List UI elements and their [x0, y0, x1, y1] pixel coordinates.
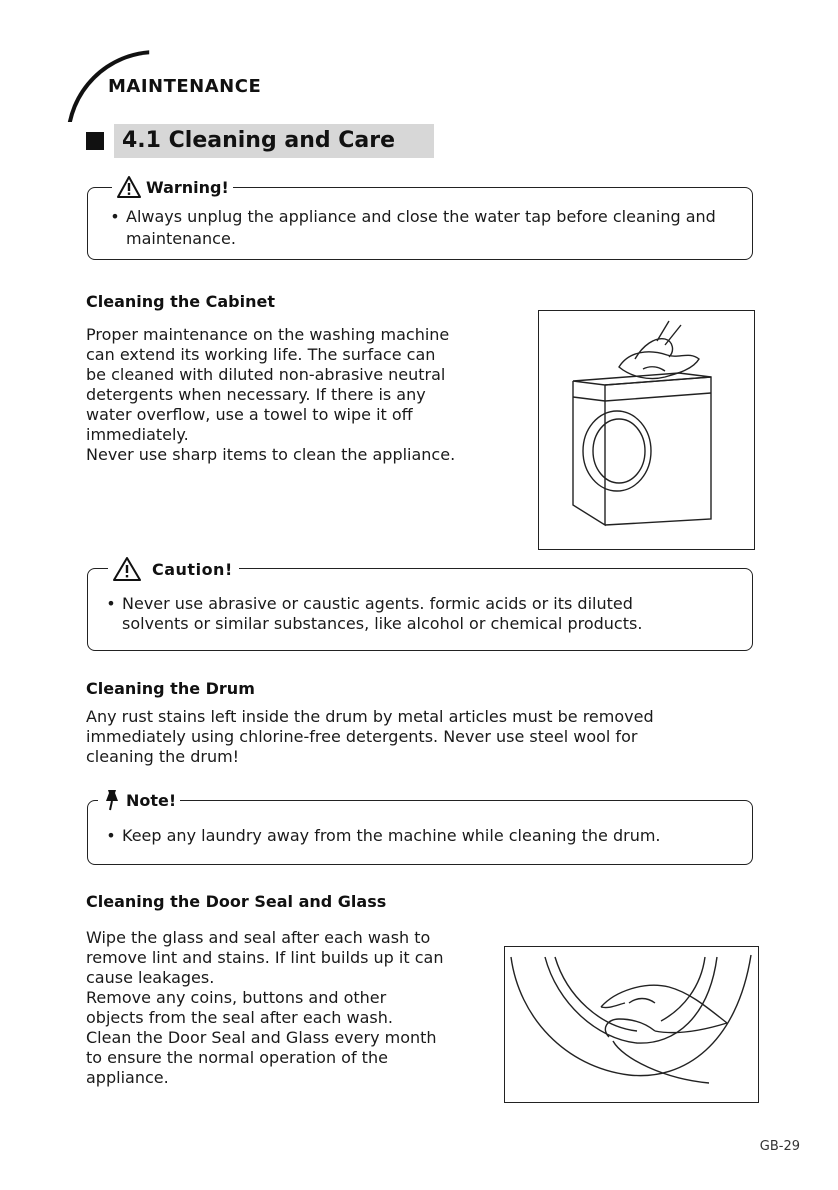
note-header [98, 788, 180, 812]
caution-triangle-icon [112, 556, 142, 582]
text-line: immediately using chlorine-free detergents. Never use steel wool for [86, 727, 638, 746]
text-line: Any rust stains left inside the drum by metal articles must be removed [86, 707, 654, 726]
note-item-text: Keep any laundry away from the machine while cleaning the drum. [122, 826, 661, 845]
caution-label: Caution! [152, 559, 233, 579]
door-seal-cleaning-illustration [504, 946, 759, 1103]
door-seal-heading: Cleaning the Door Seal and Glass [86, 892, 387, 911]
text-line: objects from the seal after each wash. [86, 1008, 393, 1027]
bullet-dot: • [106, 826, 116, 845]
title-square-bullet [86, 132, 104, 150]
text-line: Wipe the glass and seal after each wash to [86, 928, 431, 947]
list-item [100, 594, 740, 634]
text-line: water overflow, use a towel to wipe it off [86, 405, 413, 424]
text-line: immediately. [86, 425, 189, 444]
warning-header [112, 174, 233, 200]
washer-cabinet-drawing [539, 311, 754, 549]
text-line: Proper maintenance on the washing machine [86, 325, 450, 344]
text-line: cause leakages. [86, 968, 215, 987]
list-item [100, 825, 740, 847]
text-line: can extend its working life. The surface can [86, 345, 436, 364]
cabinet-heading: Cleaning the Cabinet [86, 292, 275, 311]
list-item [104, 206, 744, 250]
caution-text [100, 594, 740, 634]
page-number: GB-29 [759, 1139, 800, 1154]
caution-line: solvents or similar substances, like alcohol or chemical products. [122, 614, 643, 633]
text-line: Remove any coins, buttons and other [86, 988, 387, 1007]
text-line: detergents when necessary. If there is any [86, 385, 426, 404]
cabinet-paragraph [86, 325, 506, 465]
text-line: cleaning the drum! [86, 747, 240, 766]
bullet-dot: • [106, 594, 116, 613]
warning-triangle-icon [116, 175, 142, 199]
bullet-dot: • [110, 207, 120, 226]
warning-item-text: Always unplug the appliance and close the water tap before cleaning and maintenance. [126, 207, 716, 248]
note-label: Note! [126, 790, 177, 810]
caution-line: Never use abrasive or caustic agents. formic acids or its diluted [122, 594, 633, 613]
text-line: be cleaned with diluted non-abrasive neutral [86, 365, 446, 384]
pushpin-icon [102, 789, 122, 811]
text-line: to ensure the normal operation of the [86, 1048, 388, 1067]
warning-text [104, 206, 744, 250]
drum-heading: Cleaning the Drum [86, 679, 255, 698]
text-line: Never use sharp items to clean the appliance. [86, 445, 456, 464]
door-seal-drawing [505, 947, 758, 1102]
page-title: 4.1 Cleaning and Care [114, 124, 434, 158]
drum-paragraph [86, 707, 746, 767]
text-line: Clean the Door Seal and Glass every month [86, 1028, 437, 1047]
section-label: MAINTENANCE [108, 76, 262, 97]
warning-label: Warning! [146, 177, 229, 197]
door-seal-paragraph [86, 928, 486, 1088]
cabinet-cleaning-illustration [538, 310, 755, 550]
note-text [100, 825, 740, 847]
text-line: remove lint and stains. If lint builds up it can [86, 948, 444, 967]
text-line: appliance. [86, 1068, 169, 1087]
caution-header [108, 556, 239, 582]
